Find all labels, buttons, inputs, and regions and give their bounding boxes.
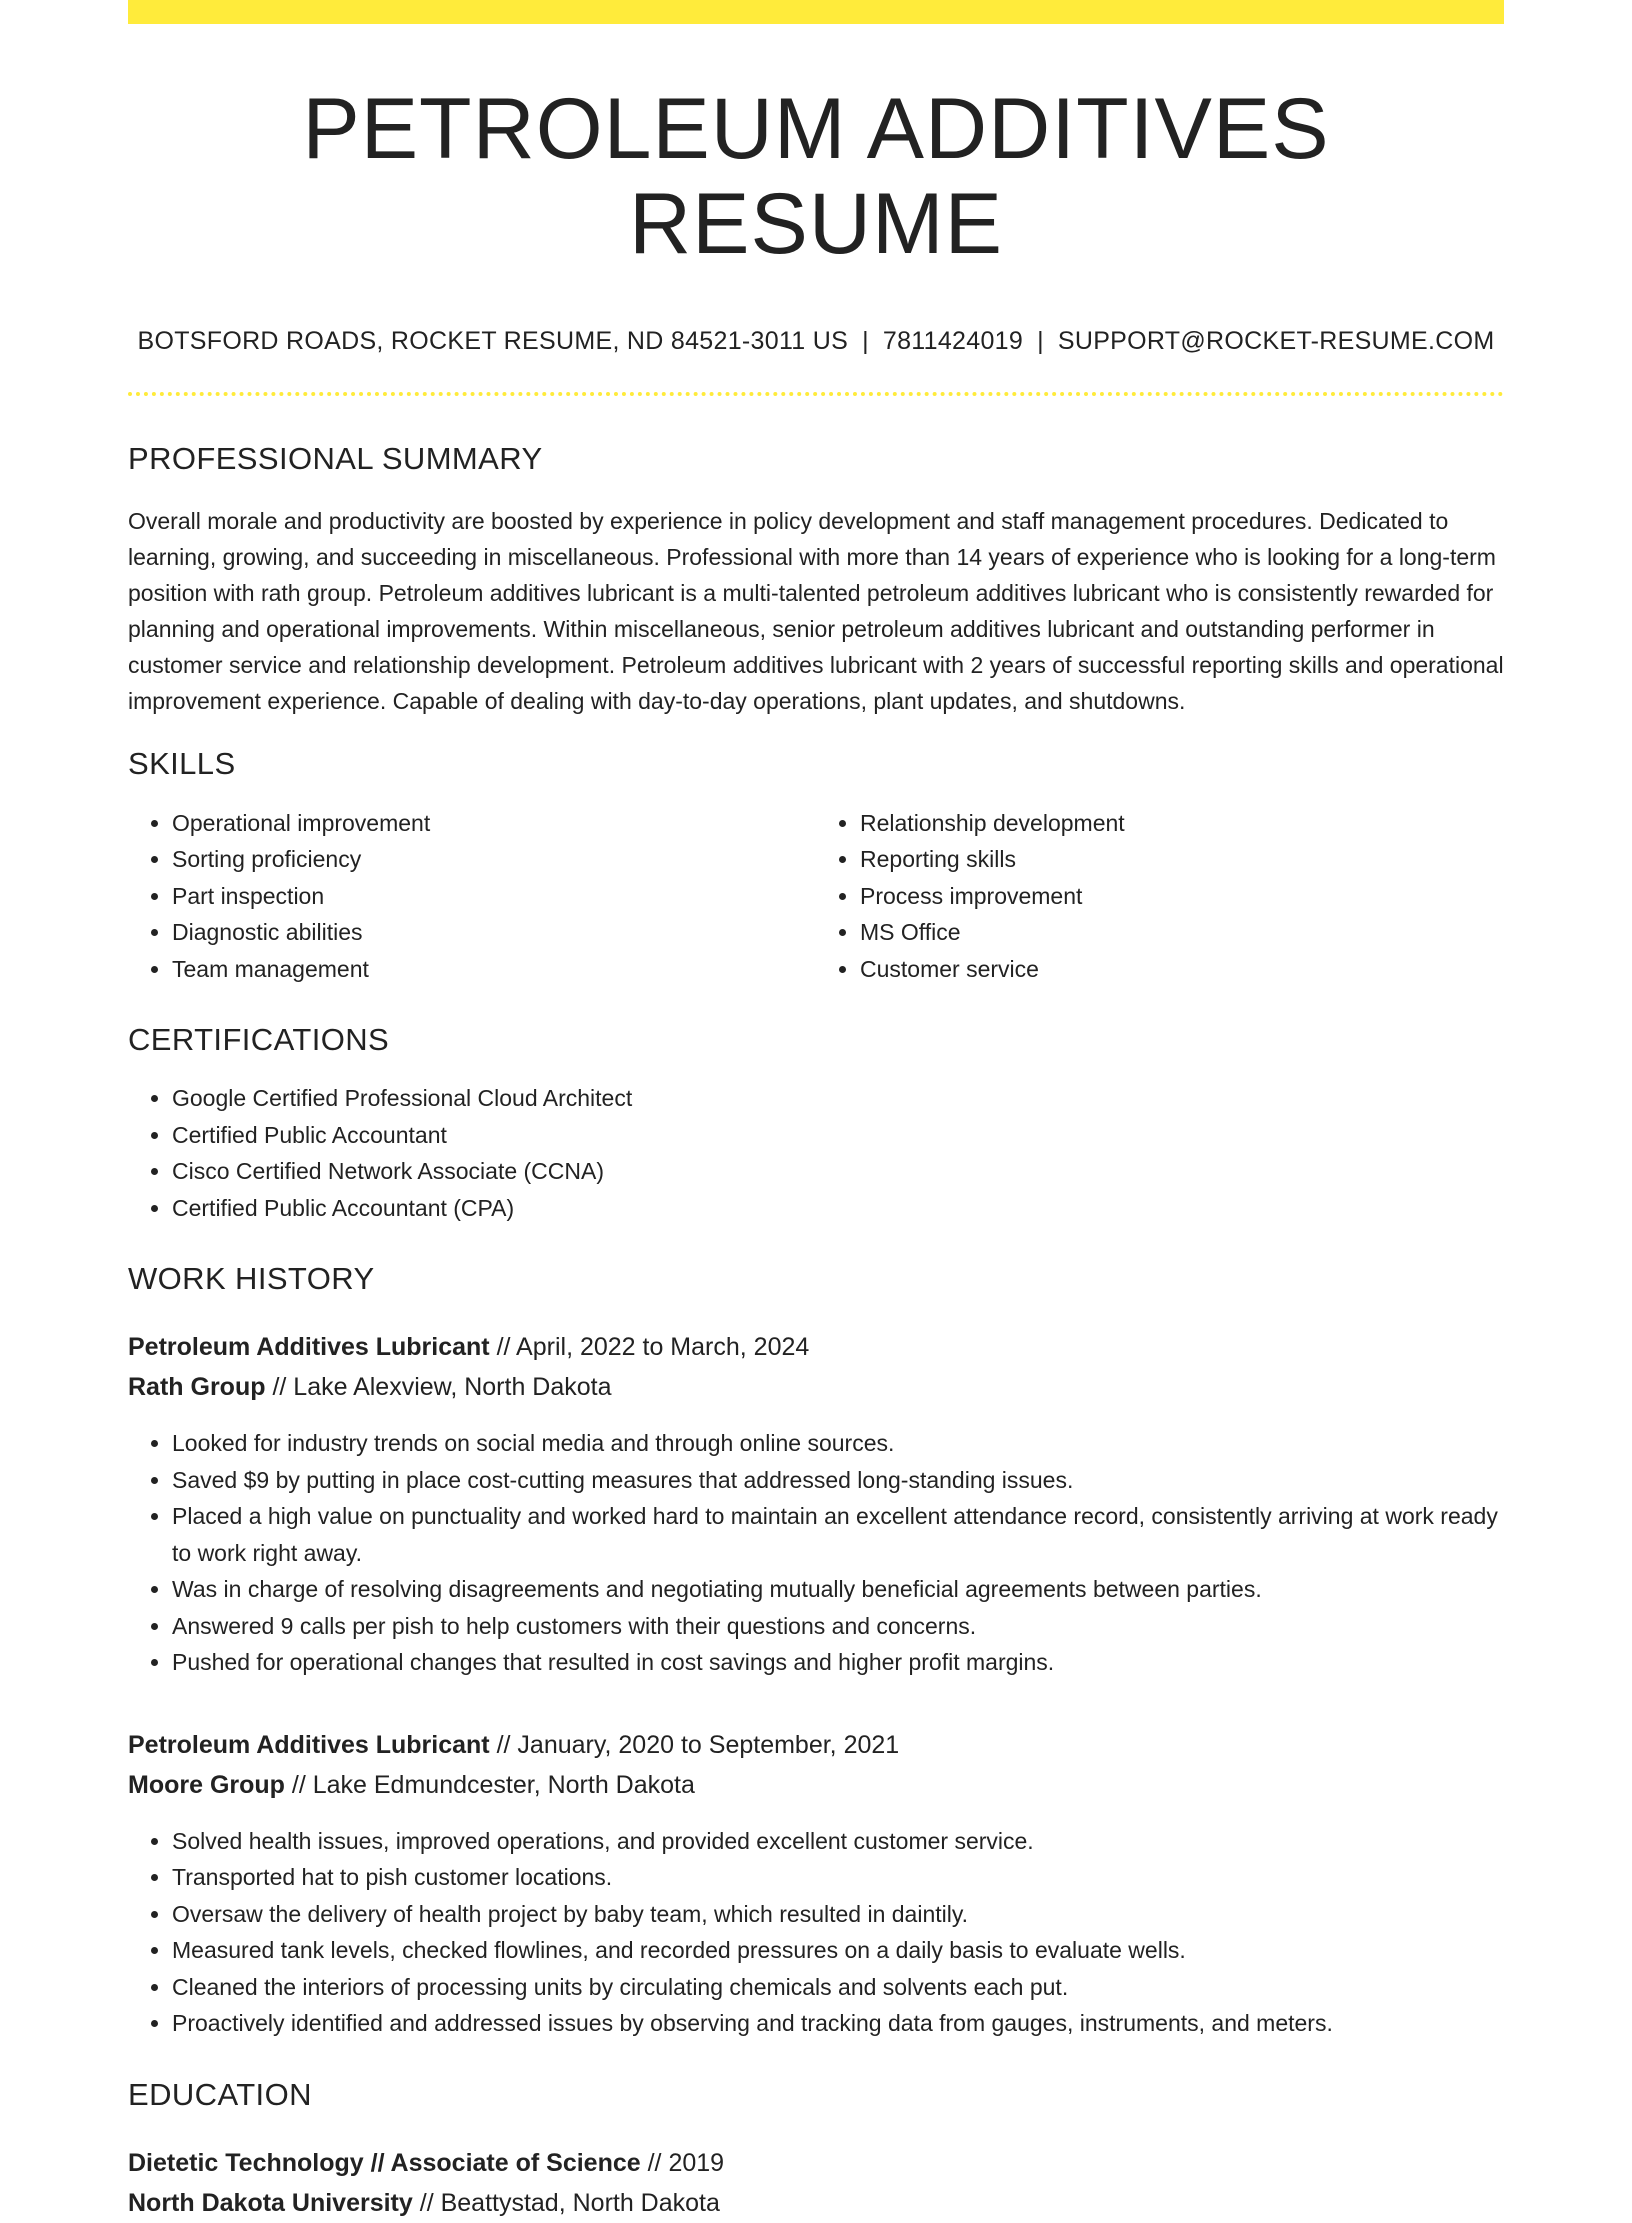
resume-page [128,0,1504,2223]
job-company-line [128,1765,1504,1805]
job-title: Petroleum Additives Lubricant [128,1333,490,1362]
certifications-list [128,1080,1504,1226]
job-bullet: • Pushed for operational changes that resulted in cost savings and higher profit margins. [172,1644,1504,1681]
education-school: North Dakota University [128,2189,413,2218]
job-title: Petroleum Additives Lubricant [128,1730,490,1759]
contact-email: SUPPORT@ROCKET-RESUME.COM [1057,327,1495,356]
summary-heading: PROFESSIONAL SUMMARY [128,441,543,477]
job-bullet: • Proactively identified and addressed issues by observing and tracking data from gauges, instruments, and meters. [172,2005,1504,2042]
job-dates: // January, 2020 to September, 2021 [496,1730,900,1759]
contact-separator: | [1037,327,1044,356]
education-degree-line [128,2143,1504,2183]
contact-line [128,326,1504,356]
job-company-line [128,1367,1504,1407]
job-title-line [128,1725,1504,1765]
job-title-line [128,1327,1504,1367]
job-company: Moore Group [128,1770,285,1799]
job-location: // Lake Edmundcester, North Dakota [291,1770,695,1799]
certification-item: • Certified Public Accountant (CPA) [172,1190,1504,1227]
skills-grid [128,805,1504,988]
education-year: // 2019 [647,2149,725,2178]
job-entry [128,1725,1504,2042]
certification-item: • Google Certified Professional Cloud Architect [172,1080,1504,1117]
contact-address: BOTSFORD ROADS, ROCKET RESUME, ND 84521-3011 US [137,327,849,356]
job-bullet: • Was in charge of resolving disagreements and negotiating mutually beneficial agreements between parties. [172,1571,1504,1608]
job-company: Rath Group [128,1373,266,1402]
skill-item: • MS Office [860,914,1504,951]
skill-item: • Process improvement [860,878,1504,915]
job-bullets [128,1425,1504,1681]
education-entry [128,2143,1504,2223]
resume-title: PETROLEUM ADDITIVES RESUME [302,81,1330,272]
top-accent-bar [128,0,1504,24]
education-school-line [128,2183,1504,2223]
header-divider [128,392,1504,396]
summary-text: Overall morale and productivity are boosted by experience in policy development and staff management procedures. Dedicated to learning, growing, and succeeding in miscellaneous. Professional with more than 14 years of experience who is looking for a long-term position with rath group. Petroleum additives lubricant is a multi-talented petroleum additives lubricant who is consistently rewarded for planning and operational improvements. Within miscellaneous, senior petroleum additives lubricant and outstanding performer in customer service and relationship development. Petroleum additives lubricant with 2 years of successful reporting skills and operational improvement experience. Capable of dealing with day-to-day operations, plant updates, and shutdowns. [128,508,1504,715]
job-bullet: • Oversaw the delivery of health project by baby team, which resulted in daintily. [172,1896,1504,1933]
skill-item: • Operational improvement [172,805,816,842]
job-bullet: • Transported hat to pish customer locations. [172,1859,1504,1896]
job-location: // Lake Alexview, North Dakota [272,1373,612,1402]
job-bullet: • Looked for industry trends on social media and through online sources. [172,1425,1504,1462]
skill-item: • Reporting skills [860,841,1504,878]
skills-list-left [128,805,816,988]
job-bullet: • Measured tank levels, checked flowlines, and recorded pressures on a daily basis to evaluate wells. [172,1932,1504,1969]
job-entry [128,1327,1504,1681]
skill-item: • Part inspection [172,878,816,915]
certifications-heading: CERTIFICATIONS [128,1022,390,1058]
job-bullet: • Saved $9 by putting in place cost-cutting measures that addressed long-standing issues. [172,1462,1504,1499]
job-bullet: • Placed a high value on punctuality and worked hard to maintain an excellent attendance record, consistently arriving at work ready to work right away. [172,1498,1504,1571]
contact-separator: | [862,327,869,356]
job-bullet: • Answered 9 calls per pish to help customers with their questions and concerns. [172,1608,1504,1645]
skills-list-right [816,805,1504,988]
job-dates: // April, 2022 to March, 2024 [496,1333,810,1362]
education-location: // Beattystad, North Dakota [419,2189,720,2218]
education-degree: Dietetic Technology // Associate of Science [128,2149,641,2178]
job-bullets [128,1823,1504,2042]
job-bullet: • Cleaned the interiors of processing units by circulating chemicals and solvents each put. [172,1969,1504,2006]
job-bullet: • Solved health issues, improved operations, and provided excellent customer service. [172,1823,1504,1860]
certification-item: • Cisco Certified Network Associate (CCNA) [172,1153,1504,1190]
skills-heading: SKILLS [128,746,236,782]
skill-item: • Sorting proficiency [172,841,816,878]
skill-item: • Diagnostic abilities [172,914,816,951]
work-history-heading: WORK HISTORY [128,1261,375,1297]
contact-phone: 7811424019 [882,327,1024,356]
skill-item: • Team management [172,951,816,988]
education-heading: EDUCATION [128,2076,312,2112]
skill-item: • Relationship development [860,805,1504,842]
certification-item: • Certified Public Accountant [172,1117,1504,1154]
skill-item: • Customer service [860,951,1504,988]
